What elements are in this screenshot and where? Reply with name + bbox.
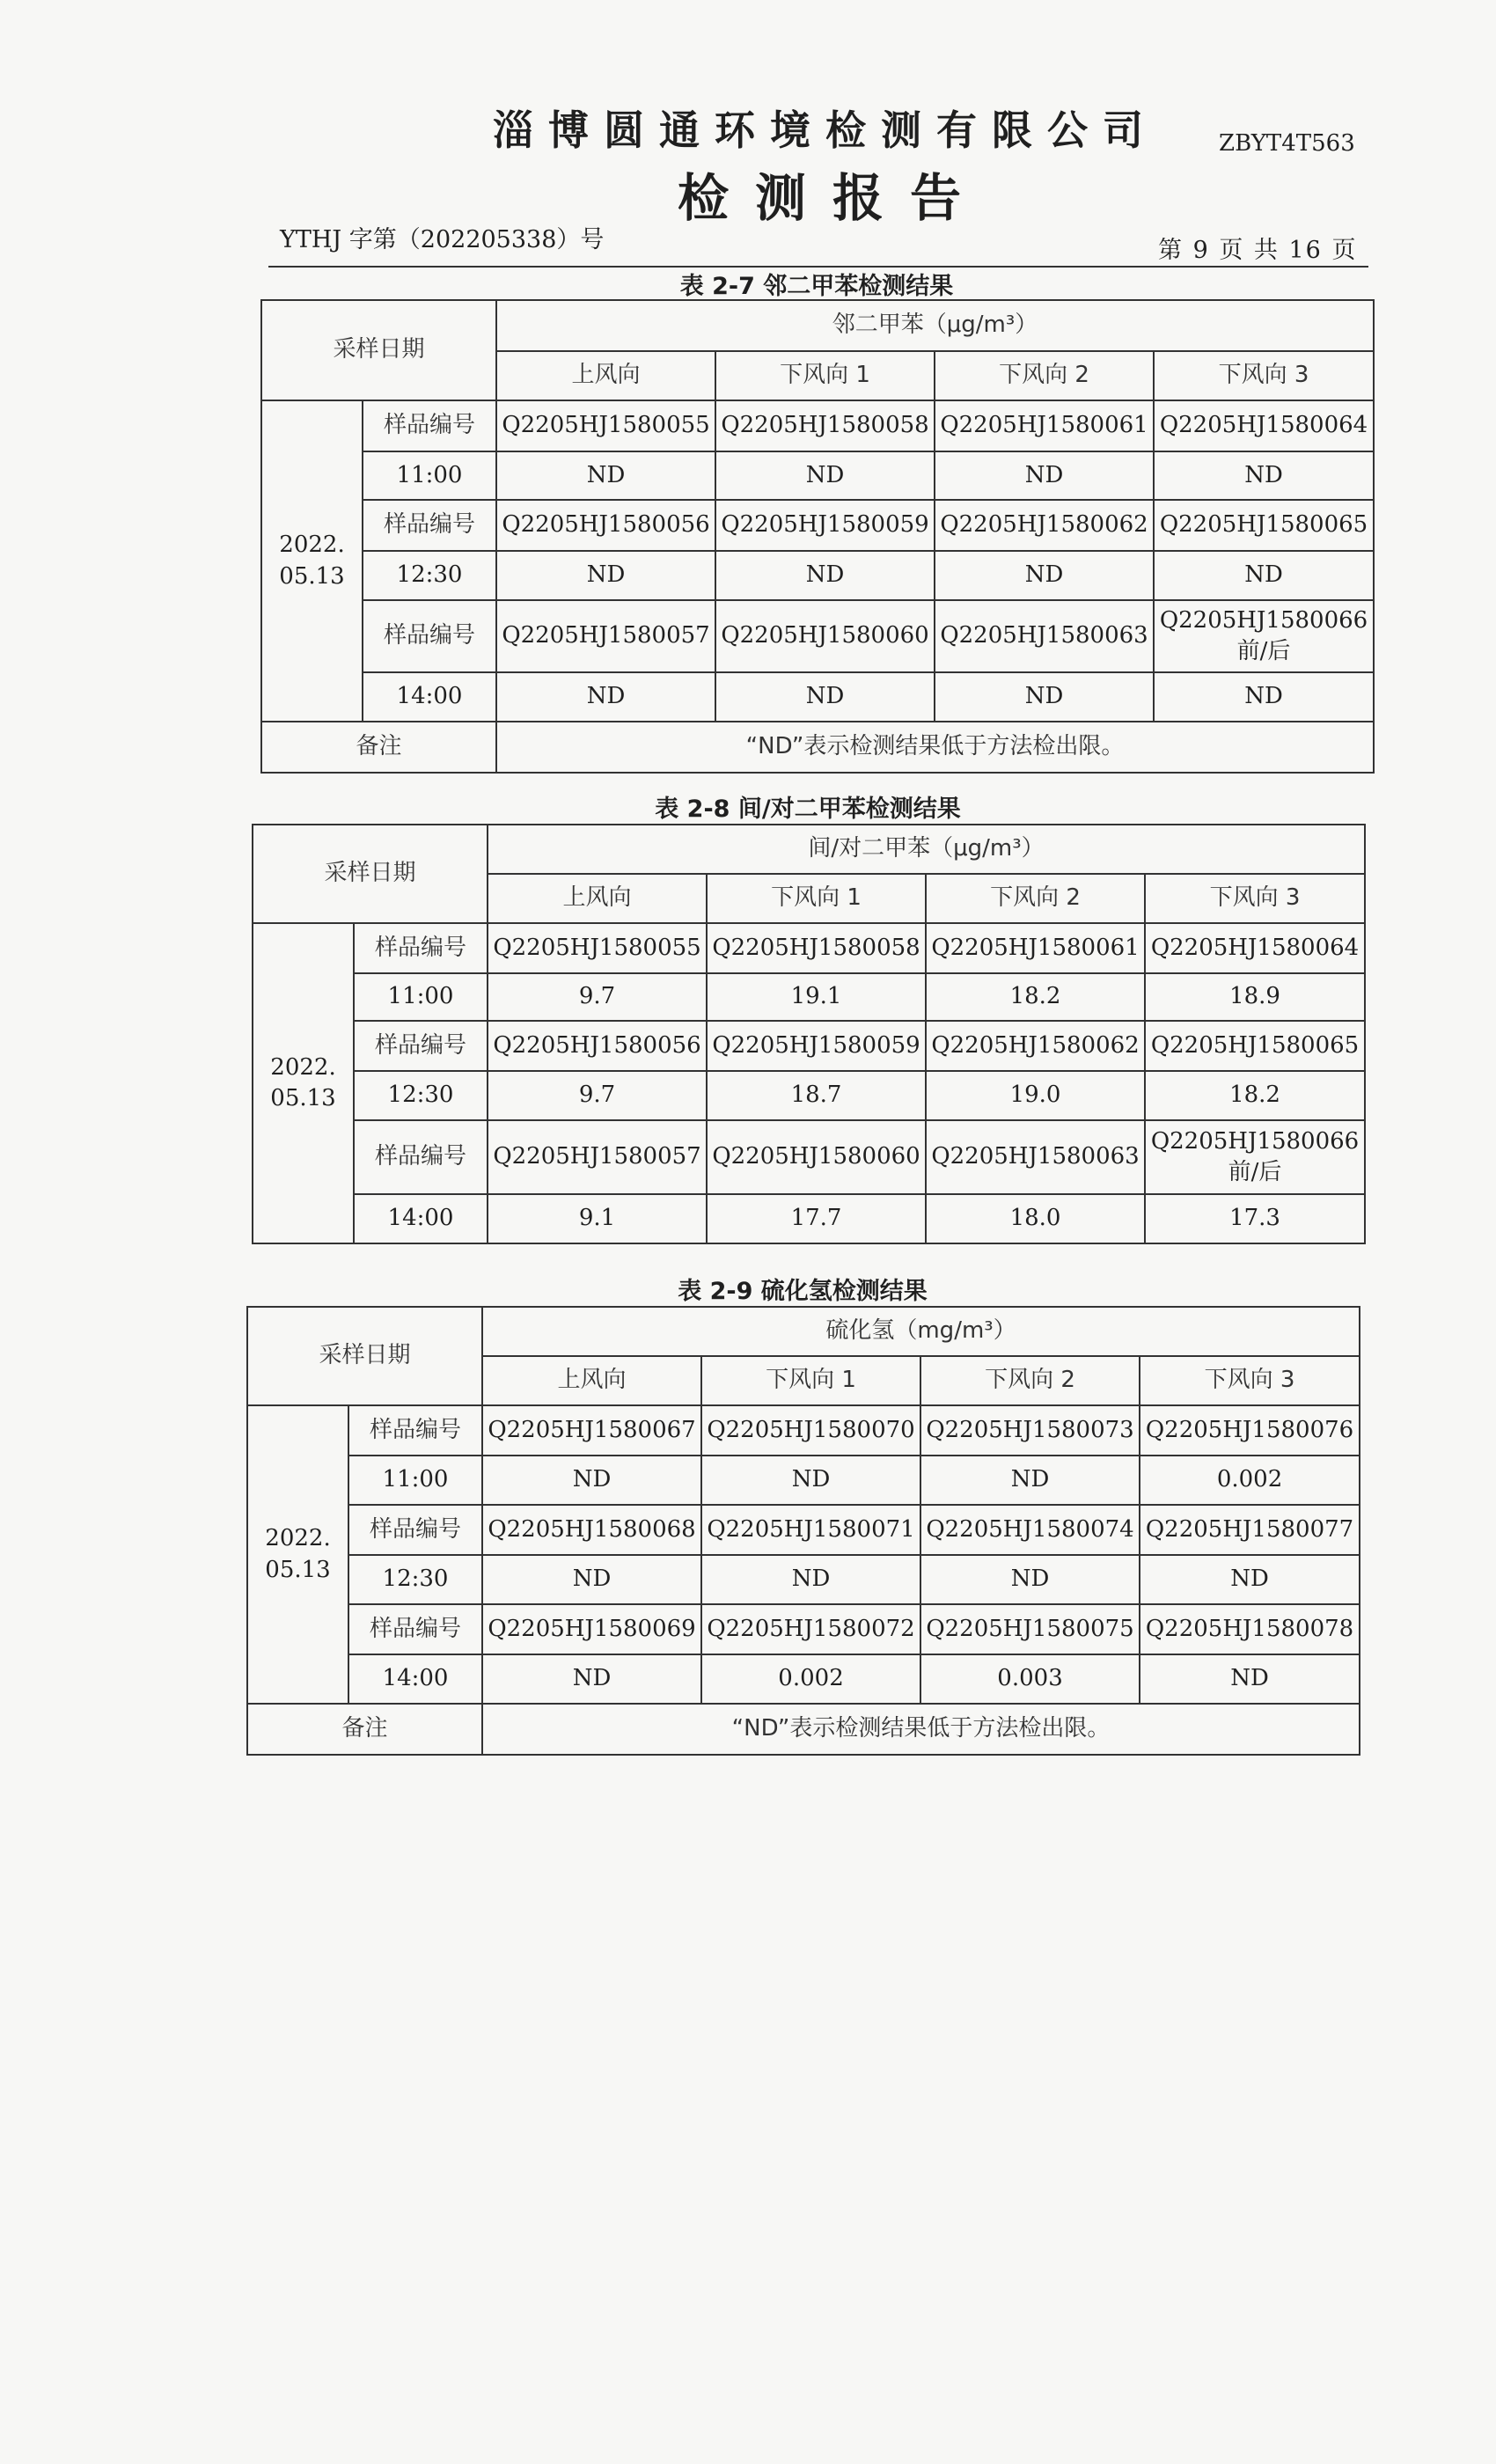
direction-header: 上风向 xyxy=(482,1356,701,1405)
sample-id: Q2205HJ1580062 xyxy=(935,500,1154,551)
result-value: ND xyxy=(920,1555,1140,1604)
result-value: 17.3 xyxy=(1145,1194,1365,1243)
sample-id: Q2205HJ1580066 前/后 xyxy=(1145,1120,1365,1194)
sample-id: Q2205HJ1580068 xyxy=(482,1505,701,1555)
direction-header: 下风向 3 xyxy=(1140,1356,1360,1405)
result-value: ND xyxy=(701,1456,920,1505)
parameter-header: 邻二甲苯（μg/m³） xyxy=(496,300,1374,351)
date-header: 采样日期 xyxy=(253,825,488,923)
sample-id-label: 样品编号 xyxy=(354,1120,488,1194)
result-value: ND xyxy=(935,672,1154,722)
sample-id: Q2205HJ1580071 xyxy=(701,1505,920,1555)
sample-id-label: 样品编号 xyxy=(348,1604,482,1654)
remark-text: “ND”表示检测结果低于方法检出限。 xyxy=(482,1704,1360,1755)
date-header: 采样日期 xyxy=(247,1307,482,1405)
sampling-date: 2022. 05.13 xyxy=(253,923,354,1243)
sampling-time: 11:00 xyxy=(348,1456,482,1505)
sample-id: Q2205HJ1580059 xyxy=(715,500,935,551)
result-value: ND xyxy=(935,451,1154,500)
sample-id: Q2205HJ1580058 xyxy=(707,923,926,973)
result-value: 9.7 xyxy=(488,1071,707,1120)
remark-label: 备注 xyxy=(247,1704,482,1755)
sampling-time: 11:00 xyxy=(363,451,496,500)
report-title: 检测报告 xyxy=(678,168,988,228)
sampling-date: 2022. 05.13 xyxy=(247,1405,348,1704)
direction-header: 下风向 3 xyxy=(1154,351,1374,400)
direction-header: 上风向 xyxy=(488,874,707,923)
result-value: ND xyxy=(482,1456,701,1505)
direction-header: 上风向 xyxy=(496,351,715,400)
sample-id: Q2205HJ1580060 xyxy=(707,1120,926,1194)
remark-text: “ND”表示检测结果低于方法检出限。 xyxy=(496,722,1374,773)
page-indicator: 第 9 页 共 16 页 xyxy=(1158,237,1358,264)
result-value: ND xyxy=(482,1555,701,1604)
direction-header: 下风向 2 xyxy=(935,351,1154,400)
sample-id-label: 样品编号 xyxy=(363,500,496,551)
result-value: 18.2 xyxy=(1145,1071,1365,1120)
sample-id: Q2205HJ1580058 xyxy=(715,400,935,451)
result-value: 18.2 xyxy=(926,973,1145,1021)
sample-id: Q2205HJ1580074 xyxy=(920,1505,1140,1555)
direction-header: 下风向 1 xyxy=(715,351,935,400)
sampling-time: 12:30 xyxy=(363,551,496,600)
result-value: ND xyxy=(496,451,715,500)
result-value: ND xyxy=(1140,1555,1360,1604)
sample-id: Q2205HJ1580065 xyxy=(1154,500,1374,551)
sample-id: Q2205HJ1580061 xyxy=(926,923,1145,973)
result-value: ND xyxy=(935,551,1154,600)
sample-id: Q2205HJ1580064 xyxy=(1145,923,1365,973)
parameter-header: 硫化氢（mg/m³） xyxy=(482,1307,1360,1356)
sample-id: Q2205HJ1580059 xyxy=(707,1021,926,1071)
sample-id: Q2205HJ1580056 xyxy=(496,500,715,551)
sample-id-label: 样品编号 xyxy=(354,923,488,973)
sample-id-label: 样品编号 xyxy=(363,600,496,672)
sample-id: Q2205HJ1580065 xyxy=(1145,1021,1365,1071)
sample-id: Q2205HJ1580062 xyxy=(926,1021,1145,1071)
sample-id: Q2205HJ1580073 xyxy=(920,1405,1140,1456)
result-value: 9.7 xyxy=(488,973,707,1021)
direction-header: 下风向 1 xyxy=(701,1356,920,1405)
sample-id: Q2205HJ1580077 xyxy=(1140,1505,1360,1555)
sample-id: Q2205HJ1580057 xyxy=(488,1120,707,1194)
results-table-o-xylene xyxy=(260,299,1375,774)
result-value: ND xyxy=(715,551,935,600)
document-code: ZBYT4T563 xyxy=(1219,130,1355,157)
sample-id: Q2205HJ1580057 xyxy=(496,600,715,672)
results-table-mp-xylene xyxy=(252,824,1366,1244)
result-value: 0.003 xyxy=(920,1654,1140,1704)
sampling-time: 12:30 xyxy=(354,1071,488,1120)
sample-id-label: 样品编号 xyxy=(354,1021,488,1071)
sampling-time: 12:30 xyxy=(348,1555,482,1604)
sample-id: Q2205HJ1580067 xyxy=(482,1405,701,1456)
sampling-time: 14:00 xyxy=(363,672,496,722)
sample-id: Q2205HJ1580055 xyxy=(496,400,715,451)
result-value: 9.1 xyxy=(488,1194,707,1243)
sample-id-label: 样品编号 xyxy=(363,400,496,451)
results-table-hydrogen-sulfide xyxy=(246,1306,1360,1756)
result-value: ND xyxy=(920,1456,1140,1505)
table-caption: 表 2-8 间/对二甲苯检测结果 xyxy=(655,796,961,823)
result-value: 18.7 xyxy=(707,1071,926,1120)
sample-id: Q2205HJ1580075 xyxy=(920,1604,1140,1654)
remark-label: 备注 xyxy=(261,722,496,773)
result-value: 19.0 xyxy=(926,1071,1145,1120)
sample-id: Q2205HJ1580055 xyxy=(488,923,707,973)
sample-id: Q2205HJ1580066 前/后 xyxy=(1154,600,1374,672)
result-value: ND xyxy=(1154,672,1374,722)
sample-id: Q2205HJ1580063 xyxy=(935,600,1154,672)
result-value: ND xyxy=(701,1555,920,1604)
sample-id: Q2205HJ1580064 xyxy=(1154,400,1374,451)
sample-id: Q2205HJ1580061 xyxy=(935,400,1154,451)
date-header: 采样日期 xyxy=(261,300,496,400)
table-caption: 表 2-9 硫化氢检测结果 xyxy=(678,1278,928,1305)
result-value: ND xyxy=(715,672,935,722)
sample-id: Q2205HJ1580076 xyxy=(1140,1405,1360,1456)
sampling-time: 11:00 xyxy=(354,973,488,1021)
result-value: ND xyxy=(1154,551,1374,600)
report-number: YTHJ 字第（202205338）号 xyxy=(280,226,605,253)
company-name: 淄博圆通环境检测有限公司 xyxy=(493,106,1158,154)
direction-header: 下风向 2 xyxy=(926,874,1145,923)
result-value: 0.002 xyxy=(701,1654,920,1704)
result-value: ND xyxy=(482,1654,701,1704)
sampling-time: 14:00 xyxy=(354,1194,488,1243)
direction-header: 下风向 2 xyxy=(920,1356,1140,1405)
result-value: ND xyxy=(496,672,715,722)
sample-id: Q2205HJ1580069 xyxy=(482,1604,701,1654)
result-value: 17.7 xyxy=(707,1194,926,1243)
sample-id: Q2205HJ1580070 xyxy=(701,1405,920,1456)
result-value: ND xyxy=(715,451,935,500)
sample-id: Q2205HJ1580060 xyxy=(715,600,935,672)
result-value: ND xyxy=(1140,1654,1360,1704)
sample-id-label: 样品编号 xyxy=(348,1505,482,1555)
table-caption: 表 2-7 邻二甲苯检测结果 xyxy=(679,273,954,300)
result-value: ND xyxy=(496,551,715,600)
sample-id-label: 样品编号 xyxy=(348,1405,482,1456)
sampling-date: 2022. 05.13 xyxy=(261,400,363,722)
parameter-header: 间/对二甲苯（μg/m³） xyxy=(488,825,1365,874)
result-value: 19.1 xyxy=(707,973,926,1021)
sample-id: Q2205HJ1580078 xyxy=(1140,1604,1360,1654)
result-value: 18.0 xyxy=(926,1194,1145,1243)
result-value: 18.9 xyxy=(1145,973,1365,1021)
sample-id: Q2205HJ1580072 xyxy=(701,1604,920,1654)
sampling-time: 14:00 xyxy=(348,1654,482,1704)
result-value: 0.002 xyxy=(1140,1456,1360,1505)
sample-id: Q2205HJ1580063 xyxy=(926,1120,1145,1194)
result-value: ND xyxy=(1154,451,1374,500)
sample-id: Q2205HJ1580056 xyxy=(488,1021,707,1071)
direction-header: 下风向 3 xyxy=(1145,874,1365,923)
direction-header: 下风向 1 xyxy=(707,874,926,923)
